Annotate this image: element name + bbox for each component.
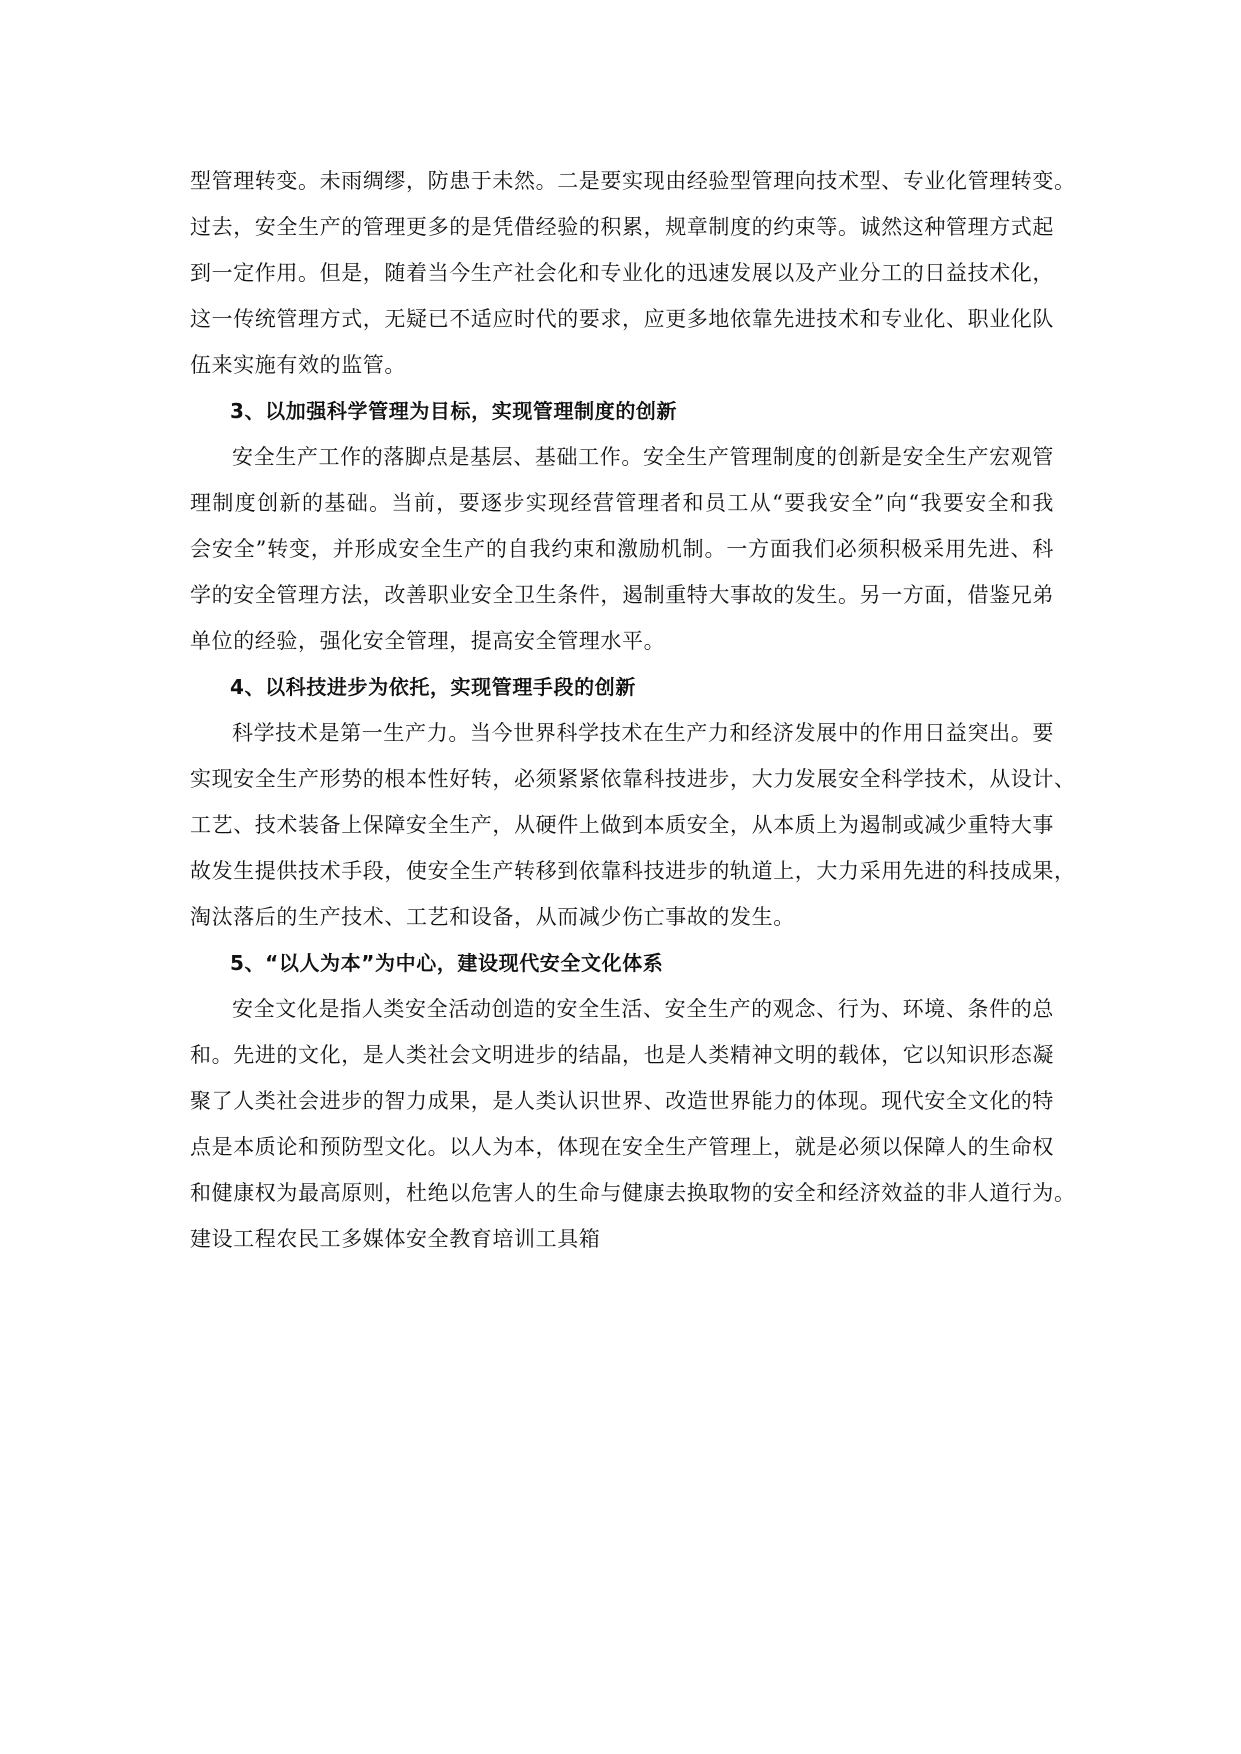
footer-note: 建设工程农民工多媒体安全教育培训工具箱: [190, 1227, 601, 1251]
document-body: [190, 158, 1076, 1262]
section-heading: 3、以加强科学管理为目标，实现管理制度的创新: [230, 399, 678, 423]
paragraph-line: 学的安全管理方法，改善职业安全卫生条件，遏制重特大事故的发生。另一方面，借鉴兄弟: [190, 583, 1054, 607]
paragraph-line: 淘汰落后的生产技术、工艺和设备，从而减少伤亡事故的发生。: [190, 905, 795, 929]
intro-paragraph: [190, 158, 1076, 388]
paragraph-line: 会安全”转变，并形成安全生产的自我约束和激励机制。一方面我们必须积极采用先进、科: [190, 537, 1054, 561]
paragraph-line: 聚了人类社会进步的智力成果，是人类认识世界、改造世界能力的体现。现代安全文化的特: [190, 1089, 1054, 1113]
paragraph-line: 故发生提供技术手段，使安全生产转移到依靠科技进步的轨道上，大力采用先进的科技成果，: [190, 859, 1076, 883]
paragraph-line: 点是本质论和预防型文化。以人为本，体现在安全生产管理上，就是必须以保障人的生命权: [190, 1135, 1054, 1159]
paragraph-line: 过去，安全生产的管理更多的是凭借经验的积累，规章制度的约束等。诚然这种管理方式起: [190, 215, 1054, 239]
paragraph-line: 科学技术是第一生产力。当今世界科学技术在生产力和经济发展中的作用日益突出。要: [232, 721, 1054, 745]
paragraph-line: 实现安全生产形势的根本性好转，必须紧紧依靠科技进步，大力发展安全科学技术，从设计、: [190, 767, 1076, 791]
paragraph-line: 伍来实施有效的监管。: [190, 353, 406, 377]
paragraph-line: 理制度创新的基础。当前，要逐步实现经营管理者和员工从“要我安全”向“我要安全和我: [190, 491, 1054, 515]
section-3: [190, 388, 1054, 664]
section-heading: 5、“以人为本”为中心，建设现代安全文化体系: [230, 951, 664, 975]
paragraph-line: 这一传统管理方式，无疑已不适应时代的要求，应更多地依靠先进技术和专业化、职业化队: [190, 307, 1054, 331]
paragraph-line: 和。先进的文化，是人类社会文明进步的结晶，也是人类精神文明的载体，它以知识形态凝: [190, 1043, 1054, 1067]
paragraph-line: 工艺、技术装备上保障安全生产，从硬件上做到本质安全，从本质上为遏制或减少重特大事: [190, 813, 1054, 837]
paragraph-line: 型管理转变。未雨绸缪，防患于未然。二是要实现由经验型管理向技术型、专业化管理转变。: [190, 169, 1076, 193]
paragraph-line: 到一定作用。但是，随着当今生产社会化和专业化的迅速发展以及产业分工的日益技术化，: [190, 261, 1054, 285]
paragraph-line: 和健康权为最高原则，杜绝以危害人的生命与健康去换取物的安全和经济效益的非人道行为。: [190, 1181, 1076, 1205]
paragraph-line: 单位的经验，强化安全管理，提高安全管理水平。: [190, 629, 666, 653]
section-4: [190, 664, 1076, 940]
paragraph-line: 安全文化是指人类安全活动创造的安全生活、安全生产的观念、行为、环境、条件的总: [232, 997, 1054, 1021]
section-5: [190, 940, 1076, 1262]
paragraph-line: 安全生产工作的落脚点是基层、基础工作。安全生产管理制度的创新是安全生产宏观管: [232, 445, 1054, 469]
section-heading: 4、以科技进步为依托，实现管理手段的创新: [230, 675, 636, 699]
